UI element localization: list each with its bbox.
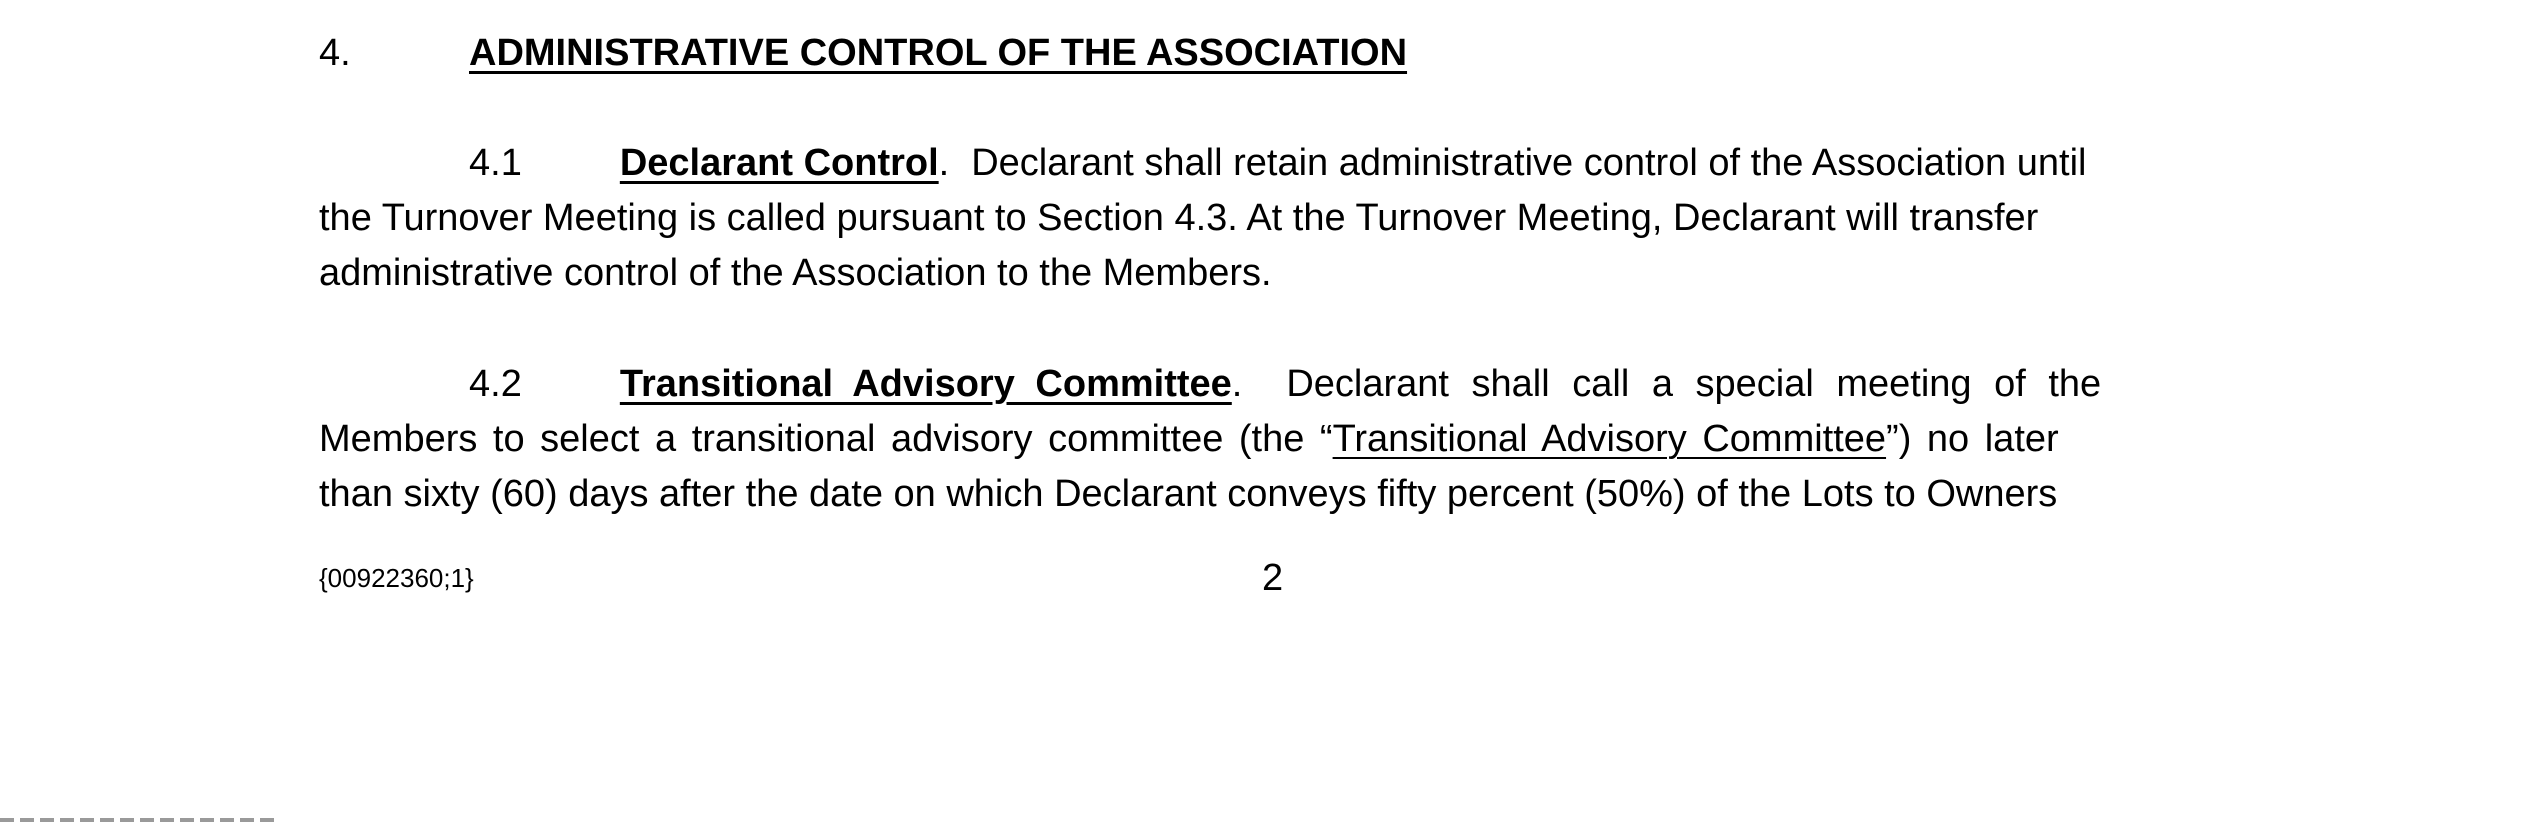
paragraph-4-2-number: 4.2: [469, 363, 522, 405]
page-number: 2: [1262, 557, 1284, 599]
paragraph-4-1-number: 4.1: [469, 142, 522, 184]
paragraph-4-2-line-2-pre: Members to select a transitional advisory committee (the “: [319, 418, 1333, 460]
paragraph-4-2-line-3: than sixty (60) days after the date on which Declarant conveys fifty percent (50%) of the Lots to Owners: [319, 473, 2058, 515]
paragraph-4-2-line-1: [469, 361, 2101, 407]
defined-term-transitional-advisory-committee: Transitional Advisory Committee: [1332, 418, 1887, 460]
paragraph-4-1-line-1-text: Declarant shall retain administrative control of the Association until: [971, 142, 2087, 184]
paragraph-4-1-heading-punct: .: [938, 142, 950, 184]
paragraph-4-2-line-1-text: Declarant shall call a special meeting of the: [1286, 363, 2102, 405]
paragraph-4-2-line-2-post: ”) no later: [1886, 418, 2059, 460]
paragraph-4-1-heading: Declarant Control: [619, 142, 939, 184]
section-title: ADMINISTRATIVE CONTROL OF THE ASSOCIATION: [469, 32, 1408, 74]
document-id: {00922360;1}: [319, 563, 474, 593]
section-number: 4.: [319, 32, 351, 74]
paragraph-4-2-line-2: [319, 416, 2059, 462]
paragraph-4-2-heading-punct: .: [1231, 363, 1243, 405]
paragraph-4-1-line-1: [469, 140, 2086, 186]
paragraph-4-1-line-3: administrative control of the Association to the Members.: [319, 252, 1272, 294]
paragraph-4-2-heading: Transitional Advisory Committee: [619, 363, 1232, 405]
scan-edge-artifact: [0, 818, 280, 822]
paragraph-4-1-line-2: the Turnover Meeting is called pursuant to Section 4.3. At the Turnover Meeting, Declarant will transfer: [319, 197, 2039, 239]
